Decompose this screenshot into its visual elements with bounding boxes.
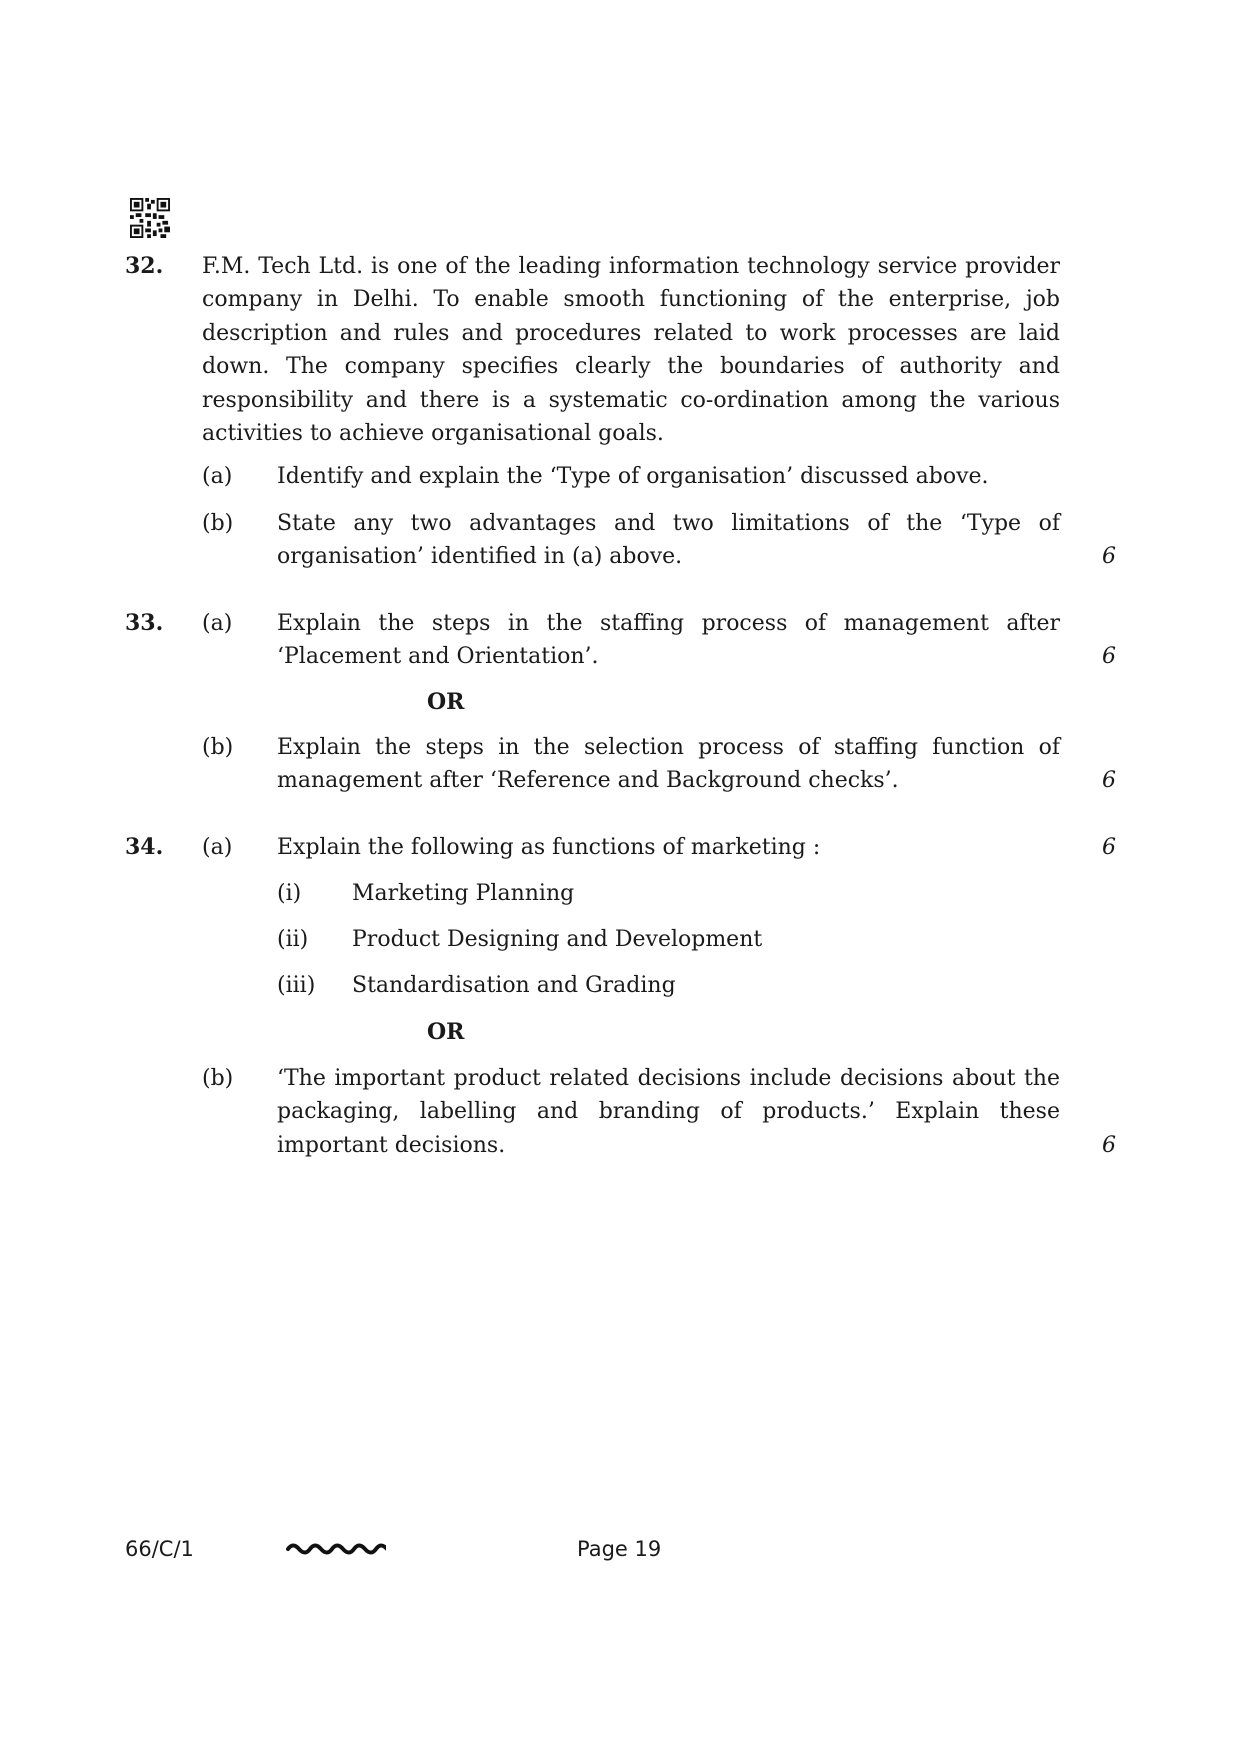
question-32-part-a-text: Identify and explain the ‘Type of organisation’ discussed above. <box>277 464 989 489</box>
question-32-part-b-label: (b) <box>202 511 234 536</box>
list-item-label: (ii) <box>277 927 309 952</box>
question-32-marks: 6 <box>1102 544 1116 569</box>
question-33-part-b-marks: 6 <box>1102 768 1116 793</box>
question-34-part-a-text: Explain the following as functions of marketing : <box>277 835 821 860</box>
list-item: Standardisation and Grading <box>352 973 676 998</box>
wave-ornament-icon <box>286 1537 386 1559</box>
question-32-part-b-text: State any two advantages and two limitations of the ‘Type of organisation’ identified in (a) above. <box>277 511 1060 570</box>
question-34-part-b-label: (b) <box>202 1066 234 1091</box>
question-33-part-b-text: Explain the steps in the selection process of staffing function of management after ‘Reference and Background checks’. <box>277 735 1060 794</box>
question-32-text: F.M. Tech Ltd. is one of the leading information technology service provider company in Delhi. To enable smooth functioning of the enterprise, job description and rules and procedures related to work processes are laid down. The company specifies clearly the boundaries of authority and responsibility and there is a systematic co-ordination among the various activities to achieve organisational goals. <box>202 254 1060 447</box>
question-33-part-a-marks: 6 <box>1102 644 1116 669</box>
list-item-label: (i) <box>277 881 302 906</box>
question-number-33: 33. <box>125 610 164 636</box>
list-item: Product Designing and Development <box>352 927 763 952</box>
question-33-part-b-label: (b) <box>202 735 234 760</box>
paper-code: 66/C/1 <box>125 1537 194 1561</box>
question-34-or: OR <box>427 1019 465 1045</box>
qr-code-icon <box>130 198 170 238</box>
question-34-part-b-text: ‘The important product related decisions include decisions about the packaging, labelling and branding of products.’ Explain these important decisions. <box>277 1066 1060 1158</box>
question-33-or: OR <box>427 689 465 715</box>
page-number: Page 19 <box>577 1537 662 1561</box>
question-34-part-a-marks: 6 <box>1102 835 1116 860</box>
question-33-part-a-text: Explain the steps in the staffing process of management after ‘Placement and Orientation’. <box>277 611 1060 670</box>
question-34-part-a-label: (a) <box>202 835 233 860</box>
question-number-34: 34. <box>125 834 164 860</box>
question-33-part-a-label: (a) <box>202 611 233 636</box>
question-34-part-b-marks: 6 <box>1102 1133 1116 1158</box>
question-number-32: 32. <box>125 253 164 279</box>
list-item: Marketing Planning <box>352 881 575 906</box>
question-32-part-a-label: (a) <box>202 464 233 489</box>
list-item-label: (iii) <box>277 973 316 998</box>
